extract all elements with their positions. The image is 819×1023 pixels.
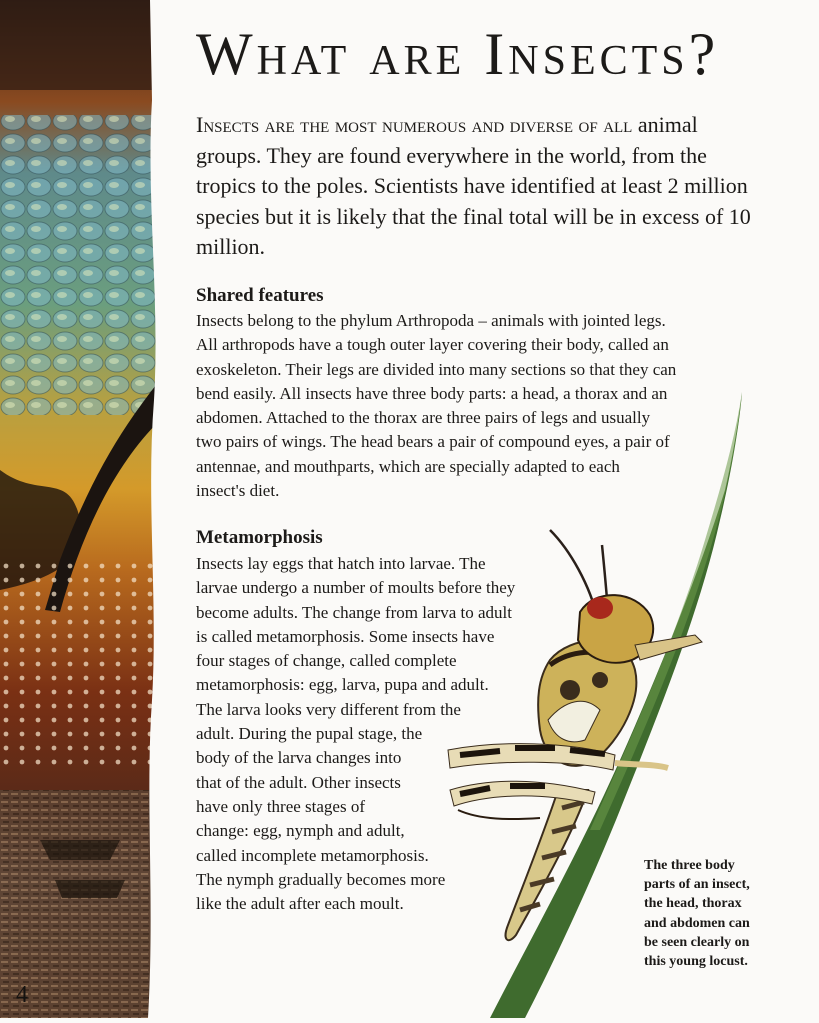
photo-caption: The three body parts of an insect, the head, thorax and abdomen can be seen clearly on this young locust.: [644, 858, 750, 970]
section-heading-metamorphosis: Metamorphosis: [196, 527, 323, 548]
shared-features-text: Insects belong to the phylum Arthropoda – animals with jointed legs. All arthropods have a tough outer layer covering their body, called an exoskeleton. Their legs are divided into many sections so that they can bend easily. All insects have three body parts: a head, a thorax and an abdomen. Attached to the thorax are three pairs of legs and usually two pairs of wings. The head bears a pair of compound eyes, a pair of antennae, and mouthparts, which are specially adapted to each insect's diet.: [196, 311, 677, 501]
intro-paragraph: [196, 110, 756, 263]
page-title: What are Insects?: [196, 21, 720, 87]
butterfly-wing-illustration: [0, 0, 160, 1018]
compound-eye: [587, 597, 613, 619]
intro-lead: Insects are the most numerous and diverse of all: [196, 112, 633, 137]
page-number: 4: [16, 982, 28, 1008]
metamorphosis-text: Insects lay eggs that hatch into larvae. The larvae undergo a number of moults before they become adults. The change from larva to adult is called metamorphosis. Some insects have four stages of change, called complete metamorphosis: egg, larva, pupa and adult. The larva looks very different from the adult. During the pupal stage, the body of the larva changes into that of the adult. Other insects have only three stages of change: egg, nymph and adult, called incomplete metamorphosis. The nymph gradually becomes more like the adult after each moult.: [196, 554, 516, 914]
intro-text: animal groups. They are found everywhere in the world, from the tropics to the poles. Scientists have identified at least 2 million species but it is likely that the final total will be in excess of 10 million.: [196, 112, 751, 259]
section-heading-shared-features: Shared features: [196, 285, 324, 306]
